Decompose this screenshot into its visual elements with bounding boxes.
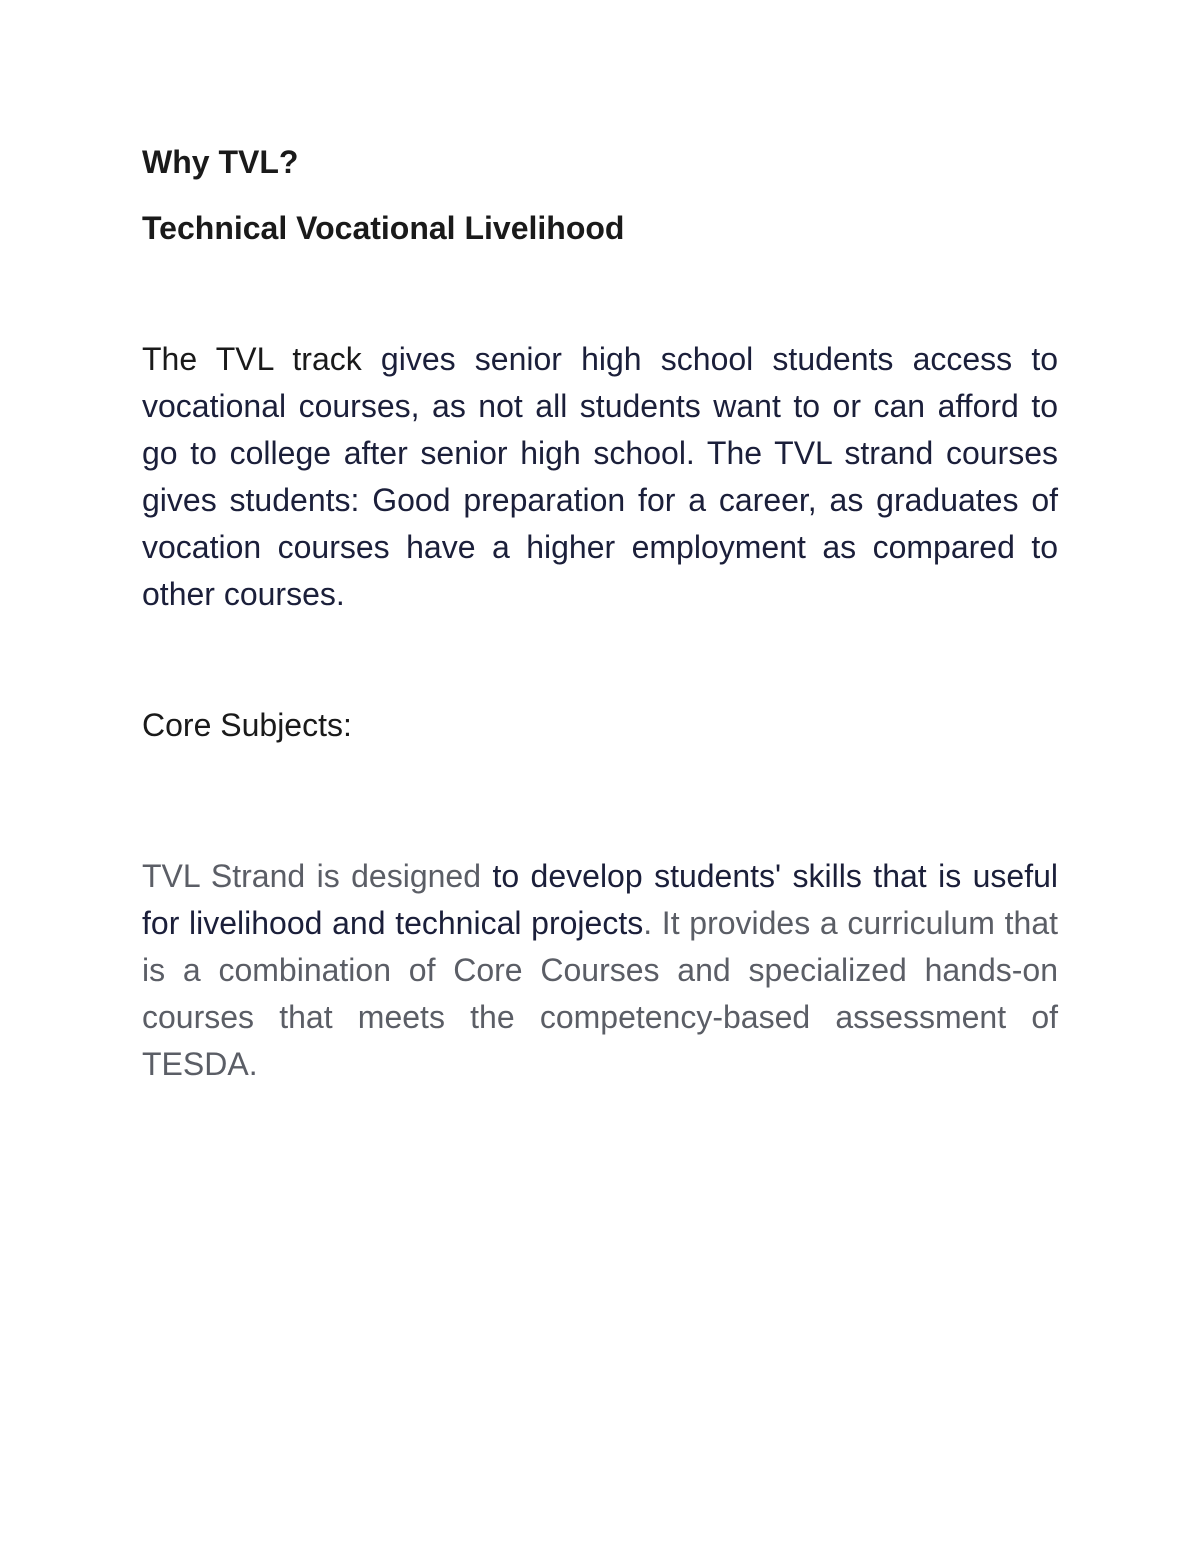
document-body xyxy=(142,140,1058,1088)
paragraph-tvl-strand xyxy=(142,853,1058,1088)
core-subjects-label: Core Subjects: xyxy=(142,707,352,743)
paragraph-tvl-track xyxy=(142,336,1058,618)
paragraph-tvl-strand-lead: TVL Strand is designed xyxy=(142,858,493,894)
heading-track-name: Technical Vocational Livelihood xyxy=(142,210,625,246)
paragraph-tvl-strand-highlight: to develop students' skills that is useful for livelihood and technical projects xyxy=(142,858,1059,941)
paragraph-tvl-strand-rest: . It provides a curriculum that is a combination of Core Courses and specialized hands-on courses that meets the competency-based assessment of TESDA. xyxy=(142,905,1059,1082)
heading-why-tvl: Why TVL? xyxy=(142,144,299,180)
paragraph-tvl-track-lead: The TVL track xyxy=(142,341,362,377)
paragraph-tvl-track-rest: gives senior high school students access to vocational courses, as not all students want to or can afford to go to college after senior high school. The TVL strand courses gives students: Good preparation for a career, as graduates of vocation courses have a higher employment as compared to other courses. xyxy=(142,341,1059,612)
